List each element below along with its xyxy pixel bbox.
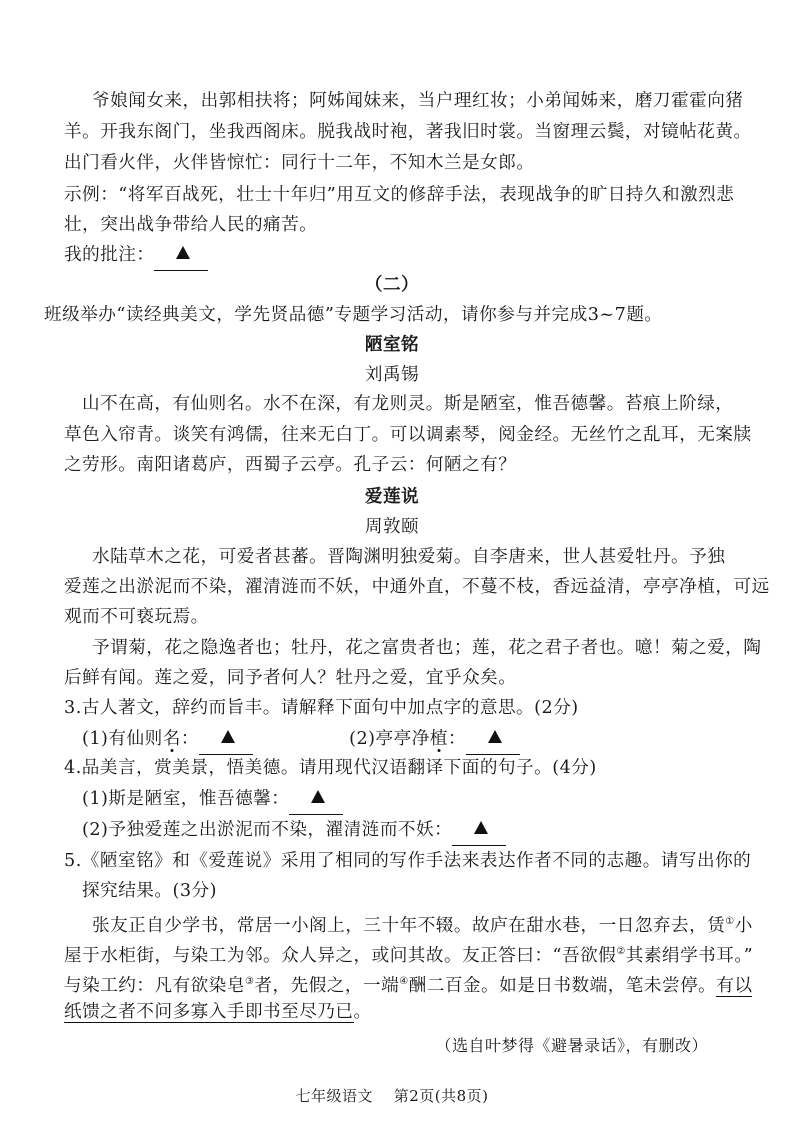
q5-line-1: 5.《陋室铭》和《爱莲说》采用了相同的写作手法来表达作者不同的志趣。请写出你的 [64,851,752,871]
alsh-author: 周敦颐 [364,517,420,537]
underlined-sentence: 纸馈之者不问多寡入手即书至尽乃已 [64,1002,354,1022]
footnote-mark: ① [725,916,735,927]
alsh-line-4: 予谓菊，花之隐逸者也；牡丹，花之富贵者也；莲，花之君子者也。噫！菊之爱，陶 [92,638,762,658]
passage-line-2 [64,937,754,971]
alsh-line-5: 后鲜有闻。莲之爱，同予者何人？牡丹之爱，宜乎众矣。 [64,668,517,688]
footnote-mark: ④ [399,976,409,987]
q5-line-2: 探究结果。(3分) [82,881,217,901]
q4-stem: 4.品美言，赏美景，悟美德。请用现代汉语翻译下面的句子。(4分) [64,758,597,778]
example-line-2: 壮，突出战争带给人民的痛苦。 [64,215,318,235]
lsm-line-2: 草色入帘青。谈笑有鸿儒，往来无白丁。可以调素琴，阅金经。无丝竹之乱耳，无案牍 [64,425,752,445]
lsm-line-3: 之劳形。南阳诸葛庐，西蜀子云亭。孔子云：何陋之有？ [64,455,517,475]
q3-b-colon: ： [447,729,467,749]
lsm-author: 刘禹锡 [364,365,420,385]
passage-text: 酬二百金。如是日书数端，笔未尝停。 [408,975,717,996]
q3-b-dotted-char: 植 [429,729,448,749]
q3-a-dotted-char: 名 [162,729,181,749]
q3-a-prefix: (1)有仙则 [82,729,163,749]
poem-line-1: 爷娘闻女来，出郭相扶将；阿姊闻妹来，当户理红妆；小弟闻姊来，磨刀霍霍向猪 [92,91,744,111]
passage-line-4 [64,997,720,1027]
q3-items [82,724,738,755]
passage-text: 小 [734,915,753,936]
passage-line-3 [64,967,753,1001]
my-note [64,240,720,271]
answer-blank[interactable] [154,240,208,271]
q4-a [82,784,738,815]
q3-a-blank[interactable] [199,724,253,755]
footnote-mark: ② [616,946,626,957]
alsh-line-3: 观而不可亵玩焉。 [64,607,209,627]
q3-b-blank[interactable] [466,724,520,755]
source-note: （选自叶梦得《避暑录话》，有删改） [435,1036,708,1055]
intro-text: 班级举办“读经典美文，学先贤品德”专题学习活动，请你参与并完成3~7题。 [44,305,663,325]
poem-line-2: 羊。开我东阁门，坐我西阁床。脱我战时袍，著我旧时裳。当窗理云鬓，对镜帖花黄。 [64,122,752,142]
underlined-sentence-start: 有以 [716,975,753,996]
passage-text: 屋于水柜街，与染工为邻。众人异之，或问其故。友正答曰：“吾欲假 [64,945,617,966]
poem-line-3: 出门看火伴，火伴皆惊忙：同行十二年，不知木兰是女郎。 [64,153,535,173]
example-line-1: 示例：“将军百战死，壮士十年归”用互文的修辞手法，表现战争的旷日持久和激烈悲 [64,185,735,205]
alsh-line-1: 水陆草木之花，可爱者甚蕃。晋陶渊明独爱菊。自李唐来，世人甚爱牡丹。予独 [92,547,726,567]
section-title: （二） [364,275,420,295]
alsh-line-2: 爱莲之出淤泥而不染，濯清涟而不妖，中通外直，不蔓不枝，香远益清，亭亭净植，可远 [64,577,770,597]
q3-a-colon: ： [180,729,199,749]
passage-text: 张友正自少学书，常居一小阁上，三十年不辍。故庐在甜水巷，一日忽弃去，赁 [92,915,726,936]
answer-triangle-icon [221,730,235,743]
passage-text: 。 [353,1002,372,1022]
passage-line-1 [92,907,753,941]
answer-triangle-icon [488,730,502,743]
answer-triangle-icon [176,246,190,259]
q4-a-text: (1)斯是陋室，惟吾德馨： [82,789,290,809]
footnote-mark: ③ [244,976,255,987]
lsm-line-1: 山不在高，有仙则名。水不在深，有龙则灵。斯是陋室，惟吾德馨。苔痕上阶绿， [82,394,734,414]
answer-triangle-icon [474,821,488,834]
passage-text: 者，先假之，一端 [254,975,400,996]
q3-b-prefix: (2)亭亭净 [349,729,430,749]
q4-b-text: (2)予独爱莲之出淤泥而不染，濯清涟而不妖： [82,820,453,840]
lsm-title: 陋室铭 [364,335,420,355]
page-footer: 七年级语文 第2页(共8页) [295,1087,489,1105]
q4-b-blank[interactable] [452,815,506,846]
q3-stem: 3.古人著文，辞约而旨丰。请解释下面句中加点字的意思。(2分) [64,698,579,718]
q4-b [82,815,738,846]
q4-a-blank[interactable] [289,784,343,815]
alsh-title: 爱莲说 [364,487,420,507]
answer-triangle-icon [311,790,325,803]
my-note-label: 我的批注： [64,245,155,265]
passage-text: 与染工约：凡有欲染皂 [64,975,245,996]
passage-text: 其素绢学书耳。” [625,945,754,966]
